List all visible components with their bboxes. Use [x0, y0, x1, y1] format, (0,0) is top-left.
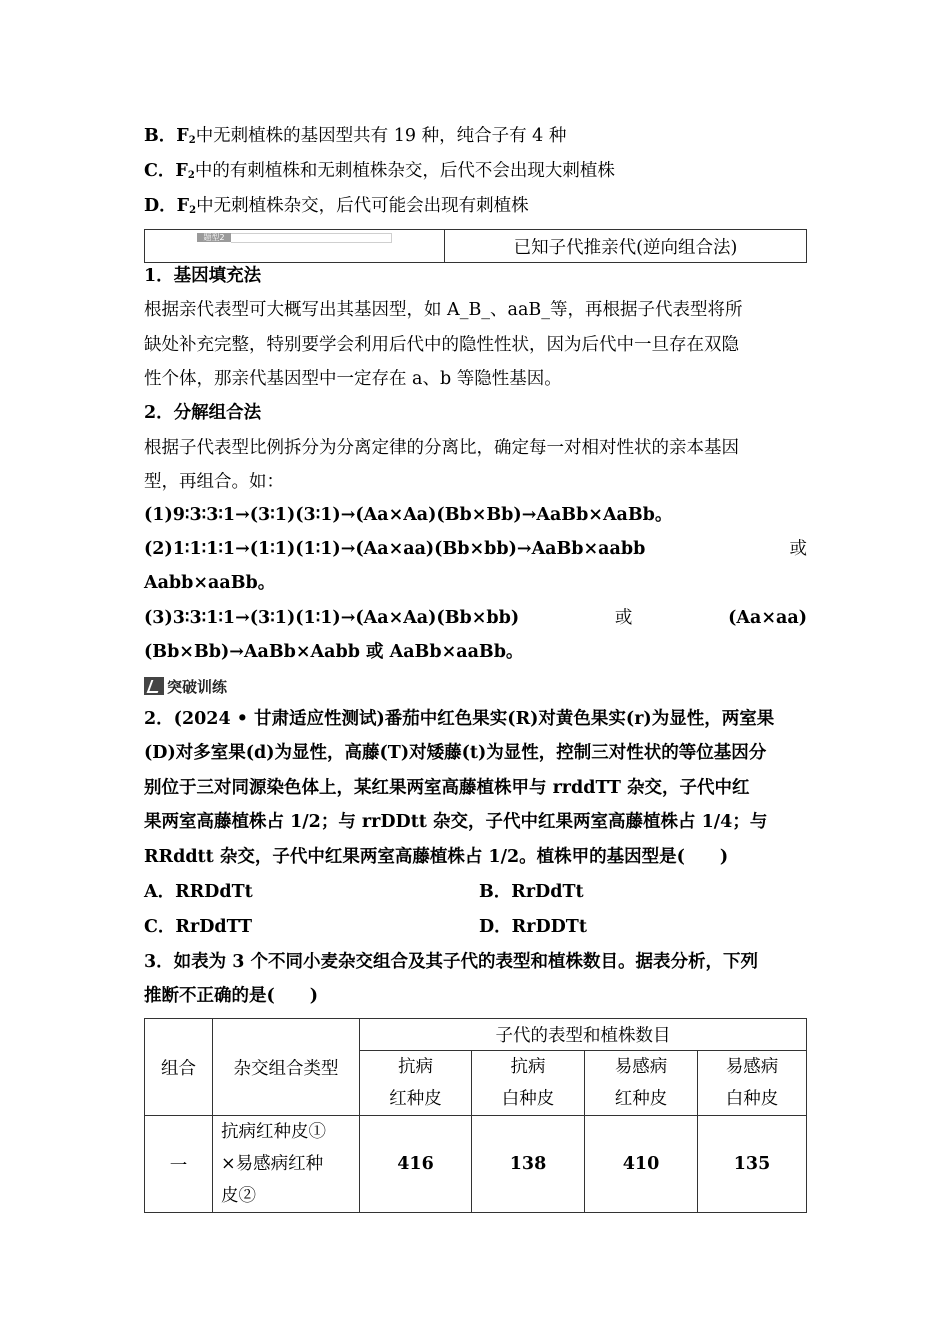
row-type [213, 1116, 360, 1213]
sub-header-4-l1: 易感病 [725, 1057, 779, 1077]
sub-header-3-l1: 易感病 [614, 1057, 668, 1077]
row-group: 一 [145, 1116, 213, 1213]
option-c [144, 159, 807, 188]
section-tag-bar [231, 233, 392, 243]
example-2 [144, 537, 807, 561]
q2-line-3: 别位于三对同源染色体上，某红果两室高藤植株甲与 rrddTT 杂交，子代中红 [144, 778, 750, 798]
method2-title: 2．分解组合法 [144, 403, 262, 423]
sub-header-2-l1: 抗病 [510, 1057, 546, 1077]
option-b [144, 124, 807, 153]
row-value-2: 138 [472, 1116, 585, 1213]
q3-line-1: 3．如表为 3 个不同小麦杂交组合及其子代的表型和植株数目。据表分析，下列 [144, 952, 759, 972]
option-c-text: 中的有刺植株和无刺植株杂交，后代不会出现大刺植株 [194, 161, 615, 181]
q2-line-5: RRddtt 杂交，子代中红果两室高藤植株占 1/2。植株甲的基因型是( ) [144, 847, 729, 867]
q2-option-d: D．RrDDTt [479, 917, 587, 937]
q2-option-a: A．RRDdTt [144, 882, 253, 902]
practice-badge [144, 676, 227, 696]
table-row [145, 1116, 807, 1213]
col-type-header: 杂交组合类型 [213, 1019, 360, 1116]
q2-option-c: C．RrDdTT [144, 917, 253, 937]
q2-line-2: (D)对多室果(d)为显性，高藤(T)对矮藤(t)为显性，控制三对性状的等位基因分 [144, 743, 767, 763]
q2-option-b: B．RrDdTt [479, 882, 584, 902]
section-title: 已知子代推亲代(逆向组合法) [445, 230, 807, 263]
example-3-formula: (3)3∶3∶1∶1→(3∶1)(1∶1)→(Aa×Aa)(Bb×bb) [144, 608, 520, 628]
section-tag-cell [145, 230, 445, 263]
row-value-3: 410 [585, 1116, 698, 1213]
row-value-1: 416 [360, 1116, 472, 1213]
sub-header-1 [360, 1051, 472, 1116]
option-d-label: D．F [144, 196, 190, 216]
section-tag: 题型2 [197, 233, 231, 242]
sub-header-1-l2: 红种皮 [389, 1089, 442, 1109]
example-3-alt: (Aa×aa) [728, 608, 807, 628]
option-c-sub: 2 [187, 170, 195, 181]
method1-line-2: 缺处补充完整，特别要学会利用后代中的隐性性状，因为后代中一旦存在双隐 [144, 335, 739, 355]
option-d-sub: 2 [189, 205, 197, 216]
row-type-l2: ×易感病红种 [221, 1154, 324, 1174]
row-value-4: 135 [698, 1116, 807, 1213]
sub-header-2 [472, 1051, 585, 1116]
q2-line-4: 果两室高藤植株占 1/2；与 rrDDtt 杂交，子代中红果两室高藤植株占 1/4；与 [144, 812, 768, 832]
method2-line-1: 根据子代表型比例拆分为分离定律的分离比，确定每一对相对性状的亲本基因 [144, 438, 739, 458]
method2-line-2: 型，再组合。如： [144, 472, 284, 492]
q3-line-2: 推断不正确的是( ) [144, 986, 319, 1006]
example-2-formula: (2)1∶1∶1∶1→(1∶1)(1∶1)→(Aa×aa)(Bb×bb)→AaBb×aabb [144, 539, 646, 559]
col-offspring-header: 子代的表型和植株数目 [360, 1019, 807, 1051]
row-type-l1: 抗病红种皮① [221, 1122, 326, 1142]
sub-header-4 [698, 1051, 807, 1116]
sub-header-3-l2: 红种皮 [614, 1089, 668, 1109]
method1-line-3: 性个体，那亲代基因型中一定存在 a、b 等隐性基因。 [144, 369, 562, 389]
practice-badge-label: 突破训练 [167, 677, 228, 696]
example-3-or: 或 [614, 608, 633, 628]
offspring-table [144, 1018, 807, 1213]
option-c-label: C．F [144, 161, 188, 181]
sub-header-1-l1: 抗病 [398, 1057, 433, 1077]
q2-line-1: 2．(2024 • 甘肃适应性测试)番茄中红色果实(R)对黄色果实(r)为显性，两室果 [144, 709, 775, 729]
method1-title: 1．基因填充法 [144, 266, 262, 286]
method1-line-1: 根据亲代表型可大概写出其基因型，如 A_B_、aaB_等，再根据子代表型将所 [144, 300, 743, 320]
example-2-cont: Aabb×aaBb。 [144, 573, 276, 593]
sub-header-4-l2: 白种皮 [725, 1089, 779, 1109]
sub-header-3 [585, 1051, 698, 1116]
example-2-or: 或 [789, 539, 807, 559]
col-group-header: 组合 [145, 1019, 213, 1116]
sub-header-2-l2: 白种皮 [501, 1089, 555, 1109]
row-type-l3: 皮② [221, 1186, 256, 1206]
section-header [144, 229, 807, 263]
option-d [144, 194, 807, 223]
pencil-icon [144, 677, 164, 695]
example-1: (1)9∶3∶3∶1→(3∶1)(3∶1)→(Aa×Aa)(Bb×Bb)→AaBb×AaBb。 [144, 505, 673, 525]
example-3-cont: (Bb×Bb)→AaBb×Aabb 或 AaBb×aaBb。 [144, 642, 524, 662]
table-header-row-1 [145, 1019, 807, 1051]
option-b-sub: 2 [188, 135, 196, 146]
example-3 [144, 606, 807, 630]
option-b-label: B．F [144, 126, 189, 146]
option-d-text: 中无刺植株杂交，后代可能会出现有刺植株 [196, 196, 529, 216]
option-b-text: 中无刺植株的基因型共有 19 种，纯合子有 4 种 [195, 126, 567, 146]
